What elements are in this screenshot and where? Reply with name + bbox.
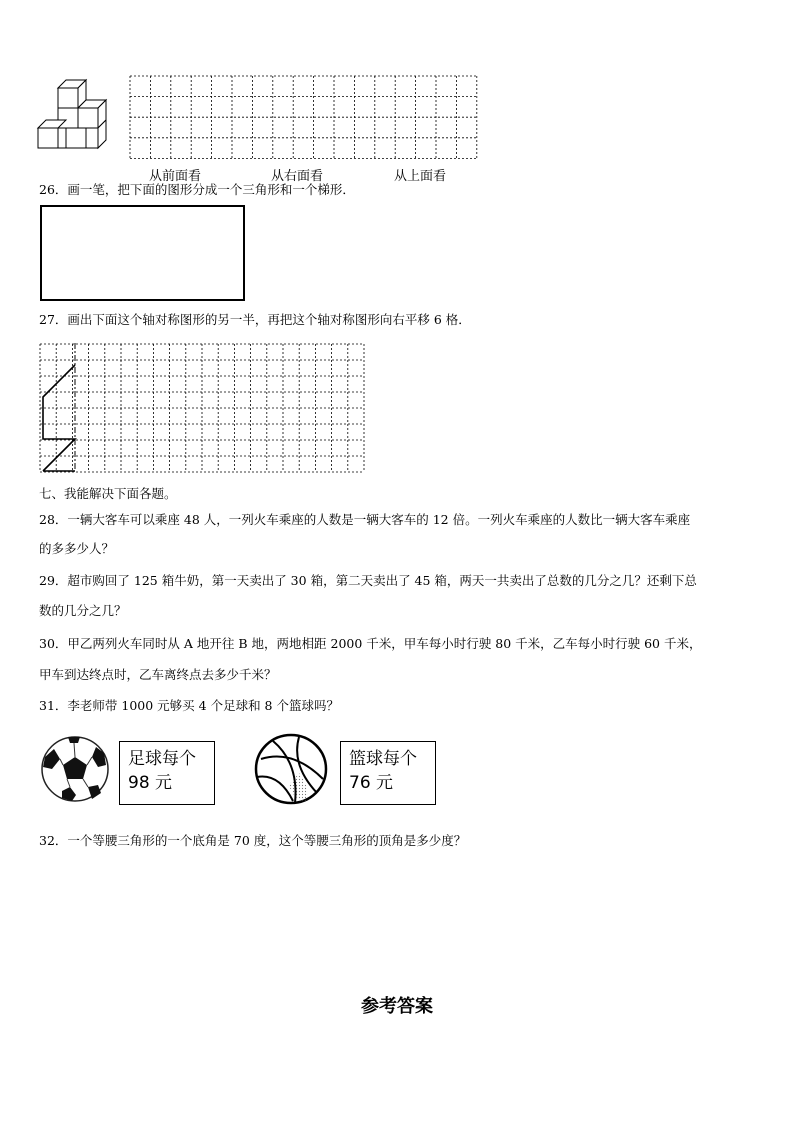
football-price-label: 足球每个 <box>128 749 196 769</box>
question-30-line2: 甲车到达终点时，乙车离终点去多少千米？ <box>39 667 277 682</box>
views-drawing-grid[interactable] <box>129 75 479 159</box>
basketball-price-value: 76 元 <box>349 773 394 793</box>
question-27: 27．画出下面这个轴对称图形的另一半，再把这个轴对称图形向右平移 6 格． <box>39 312 471 327</box>
basketball-price-label: 篮球每个 <box>349 749 417 769</box>
football-price-box <box>119 741 215 805</box>
question-31: 31．李老师带 1000 元够买 4 个足球和 8 个篮球吗？ <box>39 698 339 713</box>
cube-stack-figure <box>36 76 116 158</box>
half-figure <box>43 365 75 471</box>
question-30-line1: 30．甲乙两列火车同时从 A 地开往 B 地，两地相距 2000 千米，甲车每小时行驶 80 千米，乙车每小时行驶 60 千米， <box>39 636 702 651</box>
top-view-label: 从上面看 <box>394 169 447 184</box>
football-icon <box>40 735 110 803</box>
front-view-label: 从前面看 <box>149 169 202 184</box>
question-29-line2: 数的几分之几？ <box>39 603 127 618</box>
question-28-line1: 28．一辆大客车可以乘座 48 人，一列火车乘座的人数是一辆大客车的 12 倍。一列火车乘座的人数比一辆大客车乘座 <box>39 512 691 527</box>
question-26: 26．画一笔，把下面的图形分成一个三角形和一个梯形． <box>39 182 355 197</box>
right-view-label: 从右面看 <box>271 169 324 184</box>
question-29-line1: 29．超市购回了 125 箱牛奶，第一天卖出了 30 箱，第二天卖出了 45 箱，两天一共卖出了总数的几分之几？还剩下总 <box>39 573 697 588</box>
basketball-icon <box>253 733 329 805</box>
symmetry-grid[interactable] <box>39 343 371 473</box>
answers-title: 参考答案 <box>361 996 433 1017</box>
section-7-title: 七、我能解决下面各题。 <box>39 486 177 501</box>
question-28-line2: 的多多少人？ <box>39 541 115 556</box>
football-price-value: 98 元 <box>128 773 173 793</box>
basketball-price-box <box>340 741 436 805</box>
rectangle-figure[interactable] <box>40 205 245 301</box>
question-32: 32．一个等腰三角形的一个底角是 70 度，这个等腰三角形的顶角是多少度？ <box>39 833 467 848</box>
